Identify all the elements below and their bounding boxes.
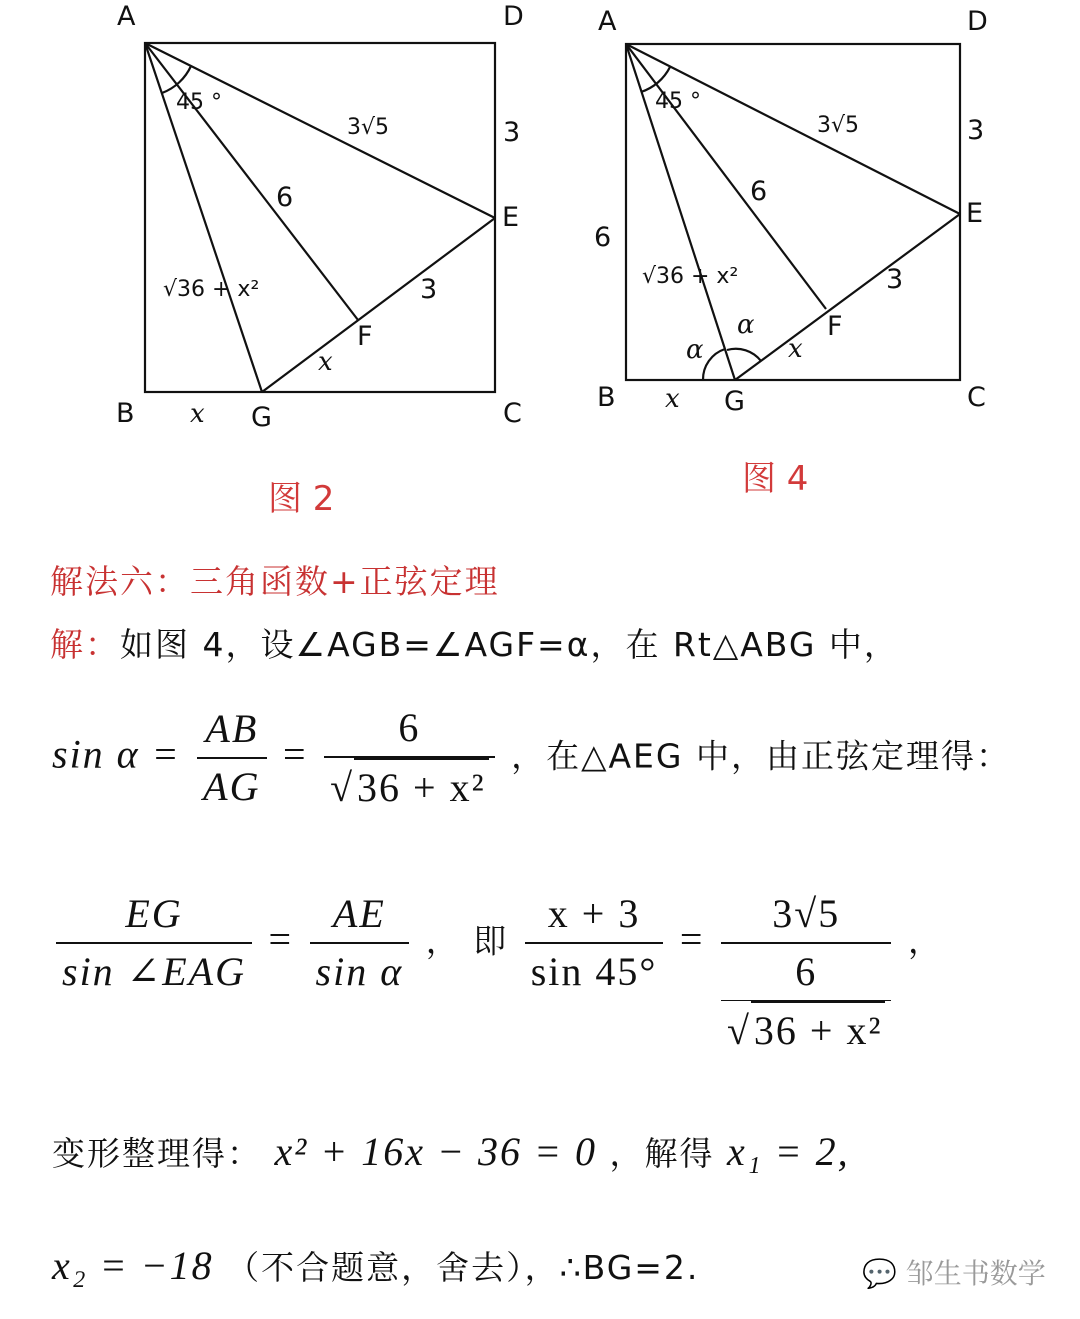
eq1-sqrt: 36 + x² — [354, 758, 489, 816]
eq2-f4-num: 3√5 — [721, 886, 892, 944]
length-ab-right: 6 — [594, 222, 612, 253]
solution-intro — [50, 619, 899, 666]
point-g-right: G — [724, 386, 745, 417]
eq1-frac1-den: AG — [203, 764, 261, 809]
segment-ae-right — [626, 44, 960, 214]
solution-line-3 — [52, 1128, 850, 1175]
eq2-fraction-eg — [56, 886, 252, 1000]
watermark — [862, 1252, 1046, 1292]
solution-label: 解： — [50, 625, 120, 664]
eq1-lhs: sin α = — [52, 731, 181, 777]
eq1-frac2-den: √36 + x² — [324, 758, 495, 816]
line4-text: （不合题意，舍去），∴BG=2. — [226, 1248, 700, 1287]
length-bg-right: x — [665, 384, 680, 414]
eq1-frac2-num: 6 — [324, 700, 495, 758]
length-ag-right: √36 + x² — [642, 264, 739, 289]
solution-intro-text: 如图 4，设∠AGB=∠AGF=α，在 Rt△ABG 中， — [120, 625, 899, 664]
figure-2-caption: 图 2 — [268, 479, 335, 519]
figure-4-caption: 图 4 — [742, 459, 809, 499]
point-d-right: D — [967, 6, 988, 37]
length-ae-right: 3√5 — [817, 113, 860, 138]
point-b-left: B — [116, 398, 135, 429]
eq2-fraction-3root5 — [721, 886, 892, 1059]
eq2-sqrt: 36 + x² — [751, 1001, 886, 1059]
solution-heading: 解法六：三角函数+正弦定理 — [50, 562, 500, 601]
eq2-f3-num: x + 3 — [525, 886, 664, 944]
equation-sin-alpha — [52, 700, 1011, 816]
eq2-f4-den-num: 6 — [721, 944, 892, 1001]
length-ae-left: 3√5 — [347, 115, 390, 140]
eq2-equals-2: = — [679, 916, 705, 962]
segment-ae-left — [145, 43, 495, 218]
eq2-f2-num: AE — [310, 886, 410, 944]
alpha-arc-agf — [727, 349, 761, 361]
equation-sine-law — [52, 886, 943, 1059]
wechat-icon: 💬 — [862, 1257, 897, 1290]
line3-text: 变形整理得： — [52, 1134, 262, 1173]
eq1-tail: ，在△AEG 中，由正弦定理得： — [511, 736, 1011, 776]
point-d-left: D — [503, 1, 524, 32]
point-a-left: A — [117, 1, 136, 32]
length-ag-left: √36 + x² — [163, 277, 260, 302]
length-fg-right: x — [788, 334, 803, 364]
alpha-label-agf: α — [737, 310, 755, 340]
length-bg-left: x — [190, 399, 205, 429]
point-f-left: F — [357, 321, 373, 352]
eq2-f1-num: EG — [56, 886, 252, 944]
alpha-label-agb: α — [686, 335, 704, 365]
eq1-equals: = — [283, 731, 308, 777]
length-de-right: 3 — [967, 115, 985, 146]
point-a-right: A — [598, 6, 617, 37]
line3-mid: ，解得 — [609, 1134, 715, 1173]
angle-label-left: 45 ° — [176, 90, 222, 115]
segment-ge-left — [262, 218, 495, 392]
eq1-fraction-6 — [324, 700, 495, 816]
point-e-right: E — [966, 198, 984, 229]
eq1-frac1-num: AB — [197, 701, 266, 759]
point-f-right: F — [827, 311, 843, 342]
eq2-f3-den: sin 45° — [530, 949, 658, 994]
eq2-mid: ， 即 — [425, 921, 509, 961]
point-g-left: G — [251, 402, 272, 433]
eq2-f4-den-den: √36 + x² — [721, 1001, 892, 1059]
point-b-right: B — [597, 382, 616, 413]
eq2-f2-den: sin α — [315, 949, 404, 994]
watermark-text: 邹生书数学 — [905, 1257, 1046, 1290]
point-c-right: C — [967, 382, 986, 413]
eq2-tail: ， — [907, 921, 943, 961]
line3-equation: x² + 16x − 36 = 0 — [274, 1129, 597, 1174]
eq2-equals-1: = — [268, 916, 294, 962]
segment-ge-right — [735, 214, 960, 380]
point-c-left: C — [503, 398, 522, 429]
point-e-left: E — [502, 202, 520, 233]
eq2-f1-den: sin ∠EAG — [62, 949, 246, 994]
length-fg-left: x — [318, 347, 333, 377]
length-af-right: 6 — [750, 176, 768, 207]
length-ef-left: 3 — [420, 274, 438, 305]
eq2-fraction-ae — [310, 886, 410, 1000]
length-af-left: 6 — [276, 182, 294, 213]
line4-equation: x₂ = −18 — [52, 1243, 214, 1288]
length-de-left: 3 — [503, 117, 521, 148]
solution-line-4 — [52, 1242, 699, 1289]
eq1-fraction-ab-ag — [197, 701, 266, 815]
geometry-figures — [0, 0, 1080, 540]
alpha-arc-agb — [703, 349, 725, 380]
length-ef-right: 3 — [886, 264, 904, 295]
line3-root: x₁ = 2, — [726, 1129, 850, 1174]
eq2-fraction-x3 — [525, 886, 664, 1000]
angle-label-right: 45 ° — [655, 89, 701, 114]
